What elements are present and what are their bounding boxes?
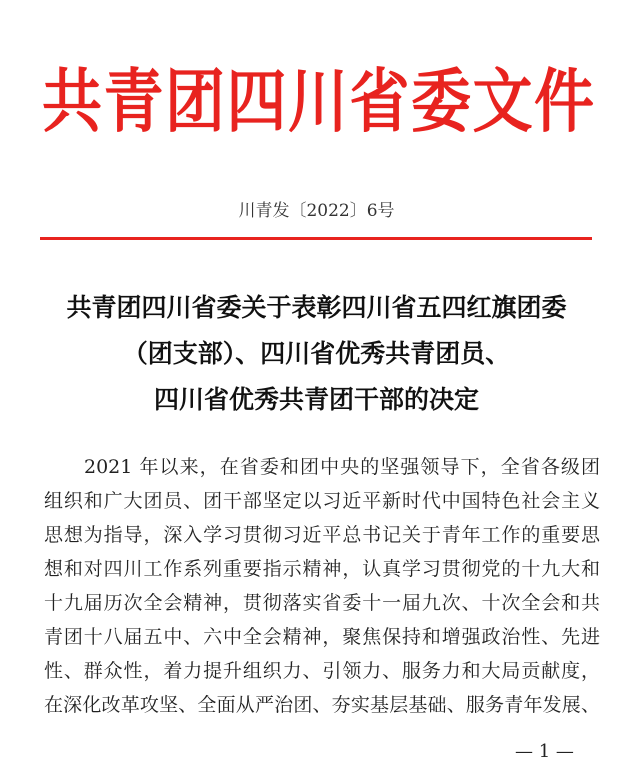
body-line: 想和对四川工作系列重要指示精神，认真学习贯彻党的十九大和 bbox=[44, 558, 600, 580]
body-line: 十九届历次全会精神，贯彻落实省委十一届九次、十次全会和共 bbox=[44, 592, 600, 614]
title-line: 共青团四川省委关于表彰四川省五四红旗团委 bbox=[66, 293, 567, 322]
body-line: 青团十八届五中、六中全会精神，聚焦保持和增强政治性、先进 bbox=[44, 626, 600, 648]
title-line: 四川省优秀共青团干部的决定 bbox=[153, 385, 479, 414]
document-number: 川青发〔2022〕6号 bbox=[238, 201, 395, 221]
body-line: 2021 年以来，在省委和团中央的坚强领导下，全省各级团 bbox=[84, 456, 600, 478]
page-number: — 1 — bbox=[515, 741, 574, 762]
header-red-rule bbox=[40, 237, 592, 240]
body-line: 在深化改革攻坚、全面从严治团、夯实基层基础、服务青年发展、 bbox=[44, 694, 600, 716]
body-line: 组织和广大团员、团干部坚定以习近平新时代中国特色社会主义 bbox=[44, 490, 600, 512]
title-line: （团支部）、四川省优秀共青团员、 bbox=[122, 339, 511, 368]
body-line: 思想为指导，深入学习贯彻习近平总书记关于青年工作的重要思 bbox=[44, 524, 600, 546]
body-line: 性、群众性，着力提升组织力、引领力、服务力和大局贡献度， bbox=[44, 660, 600, 682]
document-header-title: 共青团四川省委文件 bbox=[42, 61, 594, 143]
